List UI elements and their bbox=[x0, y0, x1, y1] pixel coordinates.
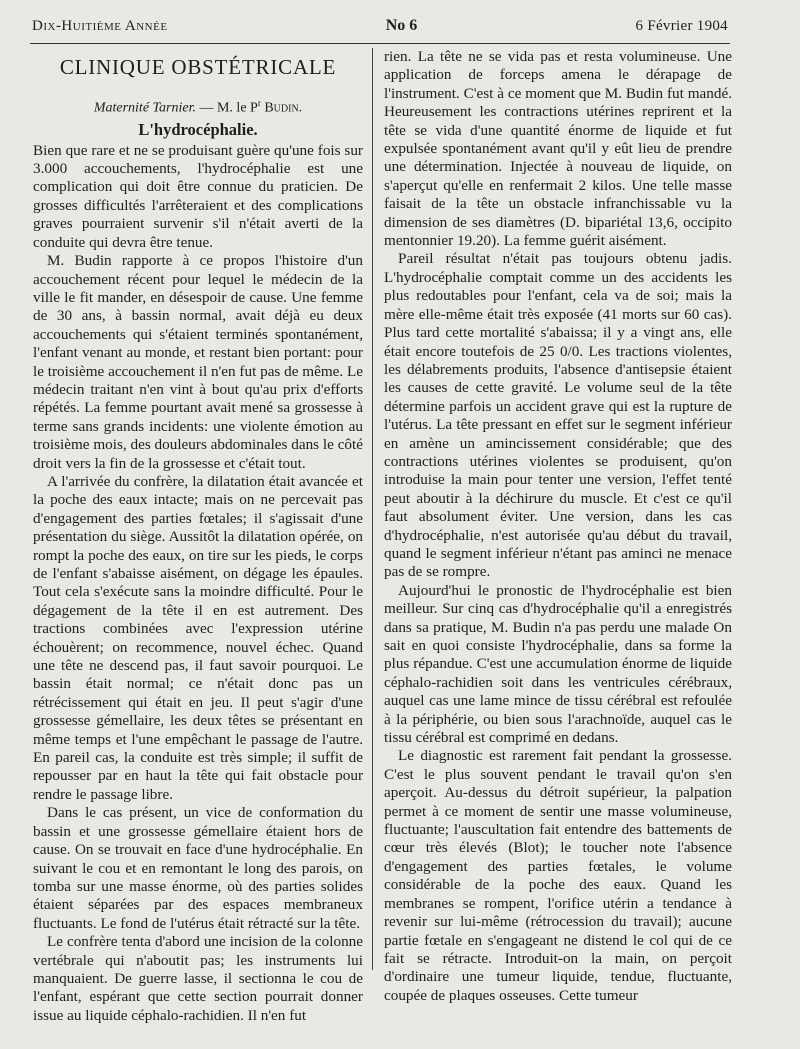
article-heading: L'hydrocéphalie. bbox=[138, 119, 258, 139]
paragraph: M. Budin rapporte à ce propos l'histoire d'un accouchement récent pour lequel le médecin de la ville le fit mander, en désespoir de cause. Une femme de 30 ans, à bassin normal, avait déjà eu deux accouchements qui s'étaient terminés spontanément, l'enfant venant au monde, et restant bien portant: pour le troisième accouchement il n'en fut pas de même. Le médecin traitant n'en vint à bout qu'au prix d'efforts répétés. La femme pourtant avait mené sa grossesse à terme sans grands incidents: une violente émotion au troisième mois, des douleurs abdominales dans le côté droit vers la fin de la grossesse et c'était tout. bbox=[33, 252, 363, 472]
paragraph: Pareil résultat n'était pas toujours obtenu jadis. L'hydrocéphalie comptait comme un des accidents les plus redoutables pour l'enfant, cela va de soi; mais la mère elle-même était très exposée (41 morts sur 60 cas). Plus tard cette mortalité s'abaissa; il y a vingt ans, elle était encore toutefois de 25 0/0. Les tractions violentes, les délabrements produits, l'absence d'antisepsie étaient les causes de cette gravité. Le volume seul de la tête détermine parfois un accident grave qui est la rupture de l'utérus. La tête pressant en effet sur le segment inférieur en amène un amincissement considérable; que des contractions utérines violentes se produisent, qu'on introduise la main pour tenter une version, l'effet tenté peut aboutir à la déchirure du muscle. Et c'est ce qu'il faut absolument éviter. Une version, dans les cas d'hydrocéphalie, n'est autorisée qu'au début du travail, quand le segment inférieur n'étant pas aminci ne menace pas de se rompre. bbox=[384, 250, 732, 581]
left-column bbox=[33, 48, 363, 1024]
page-header bbox=[32, 12, 728, 40]
article-byline bbox=[33, 94, 363, 118]
paragraph: Le diagnostic est rarement fait pendant la grossesse. C'est le plus souvent pendant le travail qu'on s'en aperçoit. Au-dessus du détroit supérieur, la palpation permet à ce moment de sentir une masse volumineuse, fluctuante; l'auscultation fait entendre des battements de cœur très élevés (Blot); le toucher note l'absence d'engagement des parties fœtales, le volume considérable de la poche des eaux. Quand les membranes se rompent, l'orifice utérin a tendance à revenir sur lui-même (rétrocession du travail); aucune partie fœtale en s'engageant ne distend le col qui de ce fait se rétracte. Introduit-on la main, on perçoit d'ordinaire une tumeur liquide, tendue, fluctuante, coupée de plaques osseuses. Cette tumeur bbox=[384, 747, 732, 1004]
byline-dash: — M. le P bbox=[195, 100, 258, 116]
byline-sup: r bbox=[257, 98, 261, 108]
paragraph: Dans le cas présent, un vice de conformation du bassin et une grossesse gémellaire étaient hors de cause. On se trouvait en face d'une hydrocéphalie. En suivant le cou et en remontant le long des parois, on tomba sur une masse énorme, où des parties solides étaient séparées par des espaces membraneux fluctuants. Le fond de l'utérus était rétracté sur la tête. bbox=[33, 804, 363, 932]
article-section-title: CLINIQUE OBSTÉTRICALE bbox=[59, 55, 337, 79]
header-year: Dix-Huitième Année bbox=[32, 17, 168, 34]
byline-place: Maternité Tarnier. bbox=[93, 100, 196, 116]
byline-name: Budin. bbox=[260, 100, 303, 116]
right-column bbox=[384, 48, 732, 1004]
header-issue-number: No 6 bbox=[385, 17, 418, 34]
paragraph: Le confrère tenta d'abord une incision de la colonne vertébrale qui n'aboutit pas; les instruments lui manquaient. De guerre lasse, il sectionna le cou de l'enfant, espérant que cette section pourrait donner issue au liquide céphalo-rachidien. Il n'en fut bbox=[33, 933, 363, 1024]
paragraph: A l'arrivée du confrère, la dilatation était avancée et la poche des eaux intacte; mais on ne percevait pas d'engagement des parties fœtales; il s'agissait d'une présentation du siège. Aussitôt la dilatation opérée, on rompt la poche des eaux, on tire sur les pieds, le corps de l'enfant s'abaisse aisément, on dégage les épaules. Tout cela s'exécute sans la moindre difficulté. Pour le dégagement de la tête il en est autrement. Des tractions combinées avec l'expression utérine échouèrent; on recommence, nouvel échec. Quand une tête ne descend pas, il faut savoir pourquoi. Le bassin était normal; ce n'était donc pas un rétrécissement qui était en jeu. Il peut s'agir d'une grossesse gémellaire, les deux têtes se présentant en même temps et l'une empêchant le passage de l'autre. En pareil cas, la conduite est très simple; il suffit de repousser par en haut la tête qui fait obstacle pour rendre le passage libre. bbox=[33, 472, 363, 803]
paragraph: Bien que rare et ne se produisant guère qu'une fois sur 3.000 accouchements, l'hydrocéphalie est une complication qui doit être connue du praticien. De grosses difficultés l'arrêteraient et des complications graves pourraient survenir s'il n'était averti de la conduite qui devra être tenue. bbox=[33, 141, 363, 251]
paragraph: Aujourd'hui le pronostic de l'hydrocéphalie est bien meilleur. Sur cinq cas d'hydrocéphalie qu'il a enregistrés dans sa pratique, M. Budin n'a pas perdu une malade On sait en quoi consiste l'hydrocéphalie, dans sa forme la plus répandue. C'est une accumulation énorme de liquide céphalo-rachidien soit dans les ventricules cérébraux, auquel cas une lame mince de tissu cérébral est refoulée à la périphérie, ou bien sous l'arachnoïde, auquel cas le tissu cérébral est comprimé en dedans. bbox=[384, 581, 732, 747]
header-rule bbox=[30, 43, 730, 44]
header-date: 6 Février 1904 bbox=[635, 17, 728, 34]
paragraph: rien. La tête ne se vida pas et resta volumineuse. Une application de forceps amena le dérapage de l'instrument. C'est à ce moment que M. Budin fut mandé. Heureusement les contractions utérines reprirent et la tête se vida d'une quantité énorme de liquide et fut expulsée spontanément avant qu'il y eût lieu de prendre une détermination. Injectée à nouveau de liquide, on s'aperçut qu'elle en renfermait 2 kilos. Une telle masse faisait de la tête un obstacle infranchissable vu la dimension de ses diamètres (D. bipariétal 13,6, occipito mentonnier 19.20). La femme guérit aisément. bbox=[384, 48, 732, 250]
column-divider bbox=[372, 48, 373, 970]
